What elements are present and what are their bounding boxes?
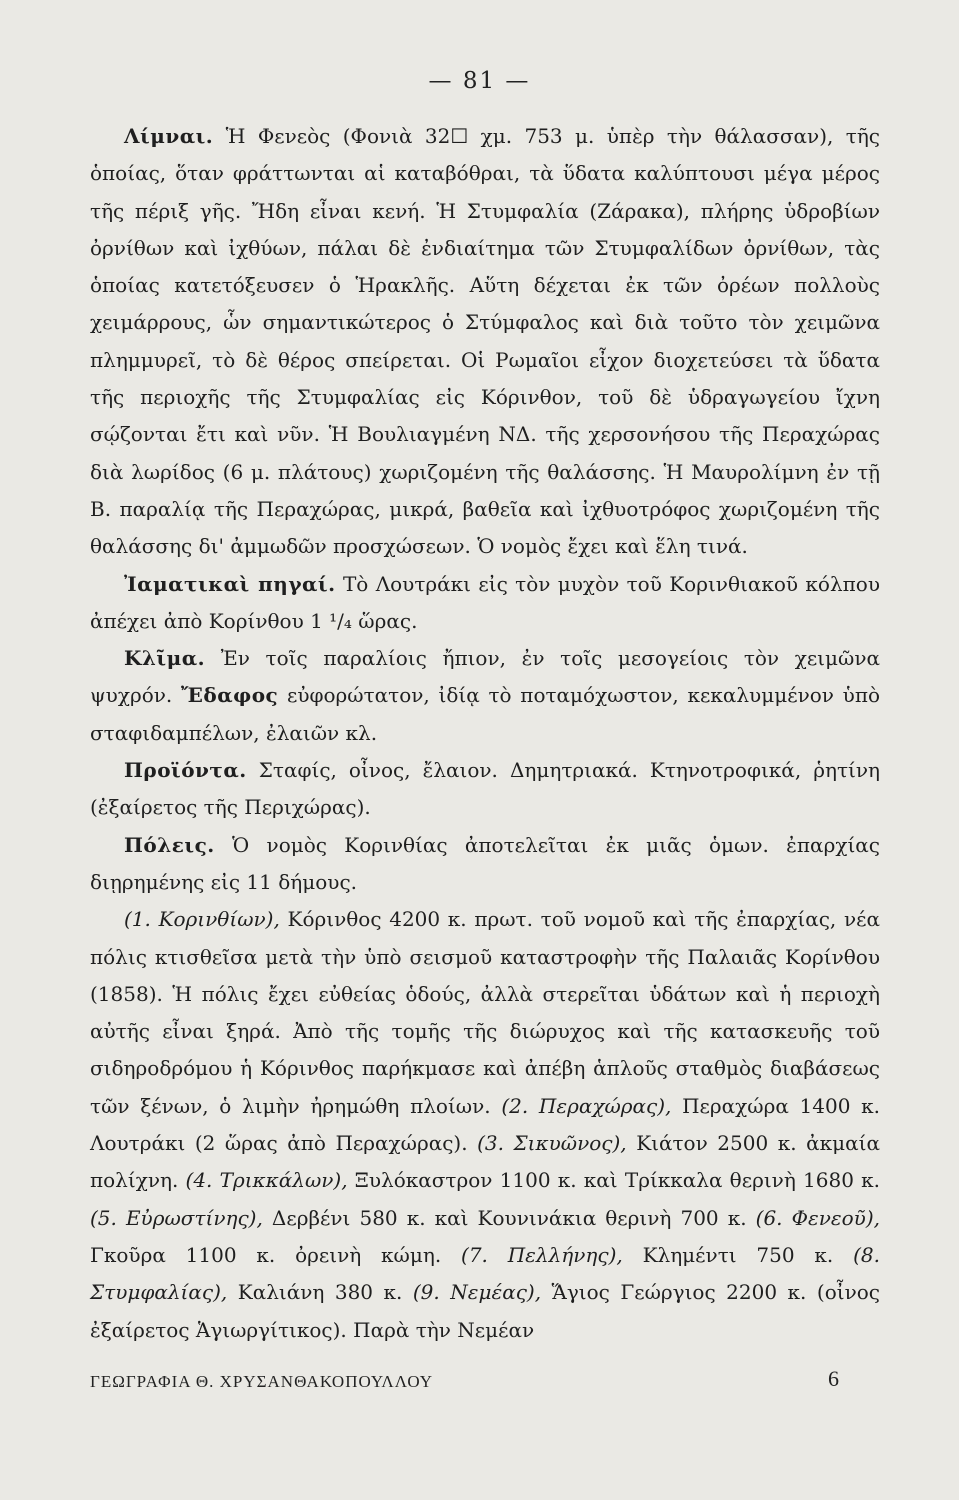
page-number: — 81 —: [428, 68, 531, 94]
paragraph-municipalities: [90, 901, 880, 1349]
text-cities: Ὁ νομὸς Κορινθίας ἀποτελεῖται ἐκ μιᾶς ὁμων. ἐπαρχίας διῃρημένης εἰς 11 δήμους.: [90, 832, 880, 894]
paragraph-climate: [90, 640, 880, 752]
heading-cities: Πόλεις.: [124, 832, 215, 857]
page-body-text: [90, 118, 880, 1349]
municipality-label: (5. Εὐρωστίνης),: [90, 1205, 263, 1230]
paragraph-lakes: [90, 118, 880, 566]
municipality-text: Περαχώρα 1400 κ. Λουτράκι (2 ὥρας ἀπὸ Περαχώρας).: [90, 1093, 880, 1156]
heading-products: Προϊόντα.: [124, 758, 247, 783]
text-products: Σταφίς, οἶνος, ἔλαιον. Δημητριακά. Κτηνοτροφικά, ῥητίνη (ἐξαίρετος τῆς Περιχώρας).: [90, 758, 880, 820]
municipality-text: Καλιάνη 380 κ.: [227, 1280, 413, 1305]
municipality-text: Γκοῦρα 1100 κ. ὀρεινὴ κώμη.: [90, 1242, 462, 1267]
paragraph-springs: [90, 566, 880, 641]
heading-lakes: Λίμναι.: [124, 124, 214, 148]
page-footer: [90, 1366, 880, 1412]
municipality-label: (7. Πελλήνης),: [461, 1242, 623, 1267]
municipality-text: Δερβένι 580 κ. καὶ Κουνινάκια θερινὴ 700 κ.: [262, 1205, 756, 1230]
municipality-text: Ξυλόκαστρον 1100 κ. καὶ Τρίκκαλα θερινὴ 1680 κ.: [347, 1168, 880, 1193]
municipality-label: (2. Περαχώρας),: [501, 1093, 672, 1118]
text-lakes: Ἡ Φενεὸς (Φονιὰ 32☐ χμ. 753 μ. ὑπὲρ τὴν θάλασσαν), τῆς ὁποίας, ὅταν φράττωνται αἱ καταβόθραι, τὰ ὕδατα καλύπτουσι μέγα μέρος τῆς πέριξ γῆς. Ἤδη εἶναι κενή. Ἡ Στυμφαλία (Ζάρακα), πλήρης ὑδροβίων ὀρνίθων καὶ ἰχθύων, πάλαι δὲ ἐνδιαίτημα τῶν Στυμφαλίδων ὀρνίθων, τὰς ὁποίας κατετόξευσεν ὁ Ἡρακλῆς. Αὕτη δέχεται ἐκ τῶν ὀρέων πολλοὺς χειμάρρους, ὧν σημαντικώτερος ὁ Στύμφαλος καὶ διὰ τοῦτο τὸν χειμῶνα πλημμυρεῖ, τὸ δὲ θέρος σπείρεται. Οἱ Ρωμαῖοι εἶχον διοχετεύσει τὰ ὕδατα τῆς περιοχῆς τῆς Στυμφαλίας εἰς Κόρινθον, τοῦ δὲ ὑδραγωγείου ἴχνη σῴζονται ἔτι καὶ νῦν. Ἡ Βουλιαγμένη ΝΔ. τῆς χερσονήσου τῆς Περαχώρας διὰ λωρίδος (6 μ. πλάτους) χωριζομένη τῆς θαλάσσης. Ἡ Μαυρολίμνη ἐν τῇ Β. παραλίᾳ τῆς Περαχώρας, μικρά, βαθεῖα καὶ ἰχθυοτρόφος χωριζομένη τῆς θαλάσσης δι' ἀμμωδῶν προσχώσεων. Ὁ νομὸς ἔχει καὶ ἕλη τινά.: [90, 124, 880, 559]
municipality-text: Κόρινθος 4200 κ. πρωτ. τοῦ νομοῦ καὶ τῆς ἐπαρχίας, νέα πόλις κτισθεῖσα μετὰ τὴν ὑπὸ σεισμοῦ καταστροφὴν τῆς Παλαιᾶς Κορίνθου (1858). Ἡ πόλις ἔχει εὐθείας ὁδούς, ἀλλὰ στερεῖται ὑδάτων καὶ ἡ περιοχὴ αὐτῆς εἶναι ξηρά. Ἀπὸ τῆς τομῆς τῆς διώρυχος καὶ τῆς κατασκευῆς τοῦ σιδηροδρόμου ἡ Κόρινθος παρήκμασε καὶ ἀπέβη ἁπλοῦς σταθμὸς διαβάσεως τῶν ξένων, ὁ λιμὴν ἠρημώθη πλοίων.: [90, 907, 881, 1118]
municipality-text: Κλημέντι 750 κ.: [622, 1242, 854, 1267]
municipality-text: Κιάτον 2500 κ. ἀκμαία πολίχνη.: [90, 1131, 880, 1193]
municipality-label: (4. Τρικκάλων),: [185, 1168, 348, 1193]
heading-soil: Ἔδαφος: [181, 683, 279, 708]
municipality-label: (1. Κορινθίων),: [124, 907, 280, 932]
municipality-label: (8. Στυμφαλίας),: [90, 1242, 880, 1305]
municipality-label: (6. Φενεοῦ),: [755, 1205, 880, 1230]
heading-springs: Ἰαματικαὶ πηγαί.: [124, 571, 336, 596]
text-springs: Τὸ Λουτράκι εἰς τὸν μυχὸν τοῦ Κορινθιακοῦ κόλπου ἀπέχει ἀπὸ Κορίνθου 1 ¹/₄ ὥρας.: [90, 571, 880, 633]
footer-book-title: ΓΕΩΓΡΑΦΙΑ Θ. ΧΡΥΣΑΝΘΑΚΟΠΟΥΛΛΟΥ: [90, 1372, 434, 1391]
municipality-label: (9. Νεμέας),: [412, 1280, 542, 1305]
text-soil: εὐφορώτατον, ἰδίᾳ τὸ ποταμόχωστον, κεκαλυμμένον ὑπὸ σταφιδαμπέλων, ἐλαιῶν κλ.: [90, 683, 881, 745]
heading-climate: Κλῖμα.: [124, 646, 206, 671]
text-climate: Ἐν τοῖς παραλίοις ἤπιον, ἐν τοῖς μεσογείοις τὸν χειμῶνα ψυχρόν.: [90, 646, 880, 708]
municipality-text: Ἅγιος Γεώργιος 2200 κ. (οἶνος ἐξαίρετος Ἁγιωργίτικος). Παρὰ τὴν Νεμέαν: [90, 1280, 880, 1342]
municipality-label: (3. Σικυῶνος),: [477, 1131, 627, 1156]
paragraph-products: [90, 752, 880, 827]
footer-signature-mark: 6: [828, 1366, 840, 1391]
paragraph-cities: [90, 827, 880, 902]
